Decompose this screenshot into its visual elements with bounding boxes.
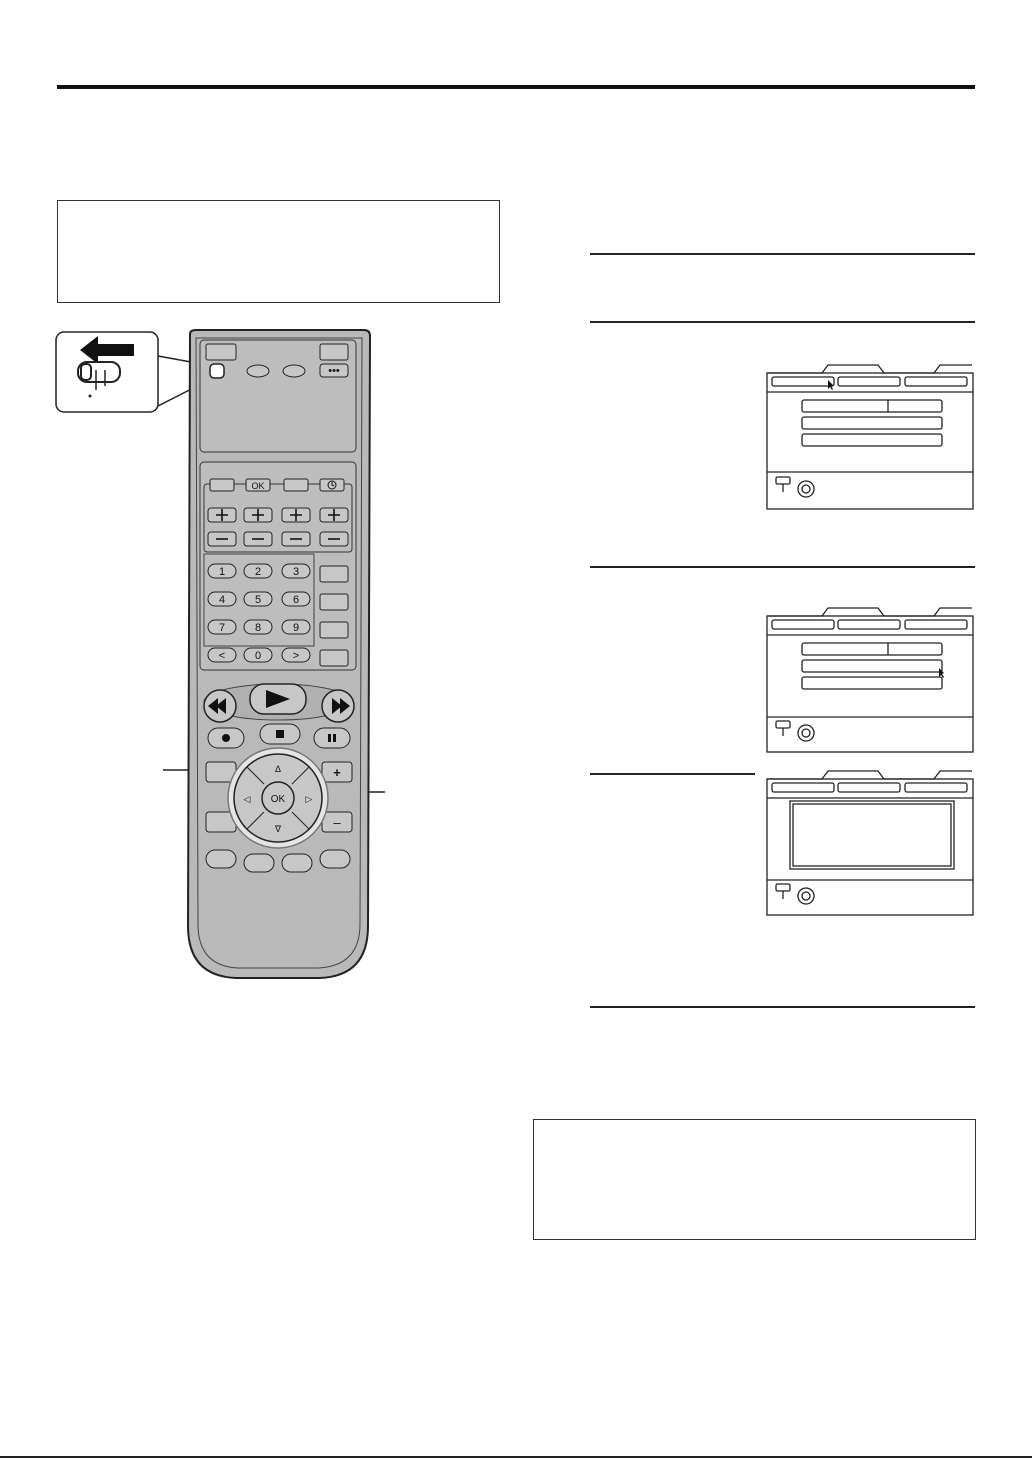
minus-label: – xyxy=(333,815,341,830)
top-left-button[interactable] xyxy=(206,344,236,360)
key-0-label: 0 xyxy=(254,650,262,662)
dpad-right-label: ▷ xyxy=(305,794,313,804)
bottom-oval-button-2[interactable] xyxy=(244,854,274,872)
bottom-oval-button-4[interactable] xyxy=(320,850,350,868)
top-oval-button-1[interactable] xyxy=(247,365,269,377)
side-button-4[interactable] xyxy=(320,650,348,666)
bottom-oval-button-3[interactable] xyxy=(282,854,312,872)
key-3-label: 3 xyxy=(292,566,300,578)
play-button[interactable] xyxy=(250,684,306,714)
side-button-3[interactable] xyxy=(320,622,348,638)
dpad-down-label: ∇ xyxy=(274,824,282,834)
dots-label: ••• xyxy=(328,365,340,377)
dpad-up-label: Δ xyxy=(274,764,282,774)
key-9-label: 9 xyxy=(292,622,300,634)
key-next-label: > xyxy=(292,650,300,662)
stop-button[interactable] xyxy=(260,724,300,744)
top-oval-button-2[interactable] xyxy=(283,365,305,377)
key-5-label: 5 xyxy=(254,594,262,606)
key-4-label: 4 xyxy=(218,594,226,606)
top-right-button[interactable] xyxy=(320,344,348,360)
side-button-2[interactable] xyxy=(320,594,348,610)
key-2-label: 2 xyxy=(254,566,262,578)
mode-switch[interactable] xyxy=(210,364,224,378)
record-icon xyxy=(222,734,230,742)
bottom-oval-button-1[interactable] xyxy=(206,850,236,868)
function-button-1[interactable] xyxy=(210,479,234,491)
pause-button[interactable] xyxy=(314,728,350,748)
key-1-label: 1 xyxy=(218,566,226,578)
dpad-left-label: ◁ xyxy=(243,794,251,804)
remote-control xyxy=(50,326,380,986)
key-prev-label: < xyxy=(218,650,226,662)
record-button[interactable] xyxy=(208,728,244,748)
key-6-label: 6 xyxy=(292,594,300,606)
ok-small-label: OK xyxy=(251,481,265,491)
rewind-button[interactable] xyxy=(204,690,236,722)
stop-icon xyxy=(276,730,284,738)
dpad-ok-label: OK xyxy=(270,794,286,805)
fast-forward-button[interactable] xyxy=(322,690,354,722)
side-button-1[interactable] xyxy=(320,566,348,582)
key-7-label: 7 xyxy=(218,622,226,634)
function-button-3[interactable] xyxy=(284,479,308,491)
key-8-label: 8 xyxy=(254,622,262,634)
plus-label: + xyxy=(333,765,341,780)
